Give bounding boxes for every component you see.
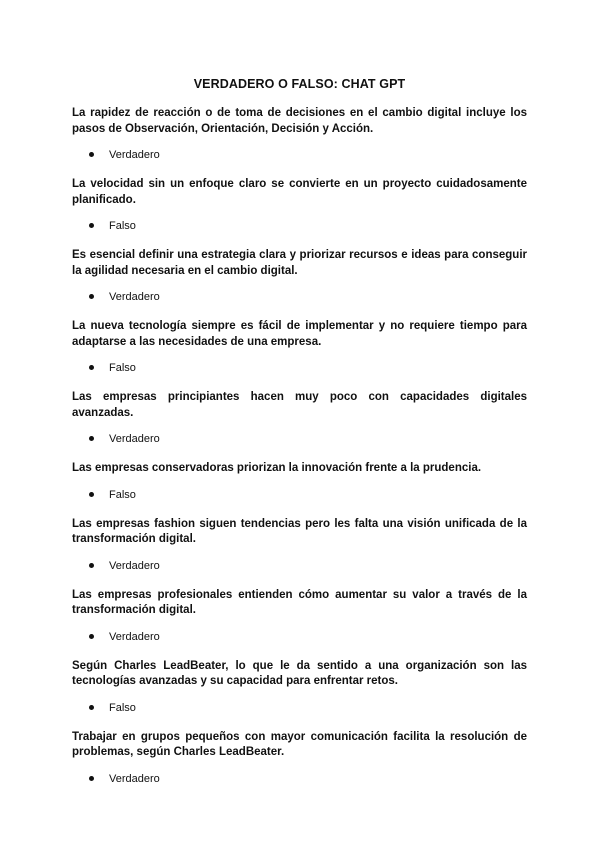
answer-9 [89, 701, 527, 715]
answer-list-10 [72, 772, 527, 786]
answer-10 [89, 772, 527, 786]
answer-text: Verdadero [109, 149, 160, 161]
answer-1 [89, 148, 527, 162]
answer-list-2 [72, 219, 527, 233]
bullet-icon [89, 634, 94, 639]
answer-5 [89, 432, 527, 446]
answer-text: Falso [109, 362, 136, 374]
answer-list-4 [72, 361, 527, 375]
question-8: Las empresas profesionales entienden cómo aumentar su valor a través de la transformación digital. [72, 588, 527, 616]
answer-text: Falso [109, 488, 136, 501]
document-title: VERDADERO O FALSO: CHAT GPT [193, 77, 406, 91]
question-4: La nueva tecnología siempre es fácil de implementar y no requiere tiempo para adaptarse a las necesidades de una empresa. [72, 320, 527, 348]
answer-text: Verdadero [109, 433, 160, 445]
answer-text: Falso [109, 220, 136, 232]
answer-list-1 [72, 148, 527, 162]
answer-list-3 [72, 290, 527, 304]
answer-list-5 [72, 432, 527, 446]
answer-list-7 [72, 559, 527, 573]
bullet-icon [89, 492, 94, 497]
answer-7 [89, 559, 527, 573]
answer-text: Verdadero [109, 291, 160, 303]
bullet-icon [89, 223, 94, 228]
bullet-icon [89, 365, 94, 370]
answer-3 [89, 290, 527, 304]
answer-list-9 [72, 701, 527, 715]
answer-text: Verdadero [109, 772, 160, 785]
bullet-icon [89, 563, 94, 568]
question-3: Es esencial definir una estrategia clara y priorizar recursos e ideas para conseguir la agilidad necesaria en el cambio digital. [72, 249, 527, 277]
answer-list-6 [72, 488, 527, 502]
question-2: La velocidad sin un enfoque claro se convierte en un proyecto cuidadosamente planificado. [72, 178, 527, 206]
answer-8 [89, 630, 527, 644]
bullet-icon [89, 294, 94, 299]
answer-list-8 [72, 630, 527, 644]
question-1: La rapidez de reacción o de toma de decisiones en el cambio digital incluye los pasos de Observación, Orientación, Decisión y Acción. [72, 107, 527, 135]
answer-2 [89, 219, 527, 233]
answer-text: Verdadero [109, 630, 160, 643]
bullet-icon [89, 776, 94, 781]
question-5: Las empresas principiantes hacen muy poco con capacidades digitales avanzadas. [72, 391, 527, 419]
answer-6 [89, 488, 527, 502]
question-6: Las empresas conservadoras priorizan la innovación frente a la prudencia. [72, 462, 482, 474]
question-9: Según Charles LeadBeater, lo que le da sentido a una organización son las tecnologías avanzadas y su capacidad para enfrentar retos. [72, 659, 527, 687]
answer-text: Verdadero [109, 559, 160, 572]
question-7: Las empresas fashion siguen tendencias pero les falta una visión unificada de la transformación digital. [72, 517, 527, 545]
bullet-icon [89, 152, 94, 157]
answer-text: Falso [109, 701, 136, 714]
bullet-icon [89, 436, 94, 441]
answer-4 [89, 361, 527, 375]
question-10: Trabajar en grupos pequeños con mayor comunicación facilita la resolución de problemas, según Charles LeadBeater. [72, 730, 527, 758]
bullet-icon [89, 705, 94, 710]
